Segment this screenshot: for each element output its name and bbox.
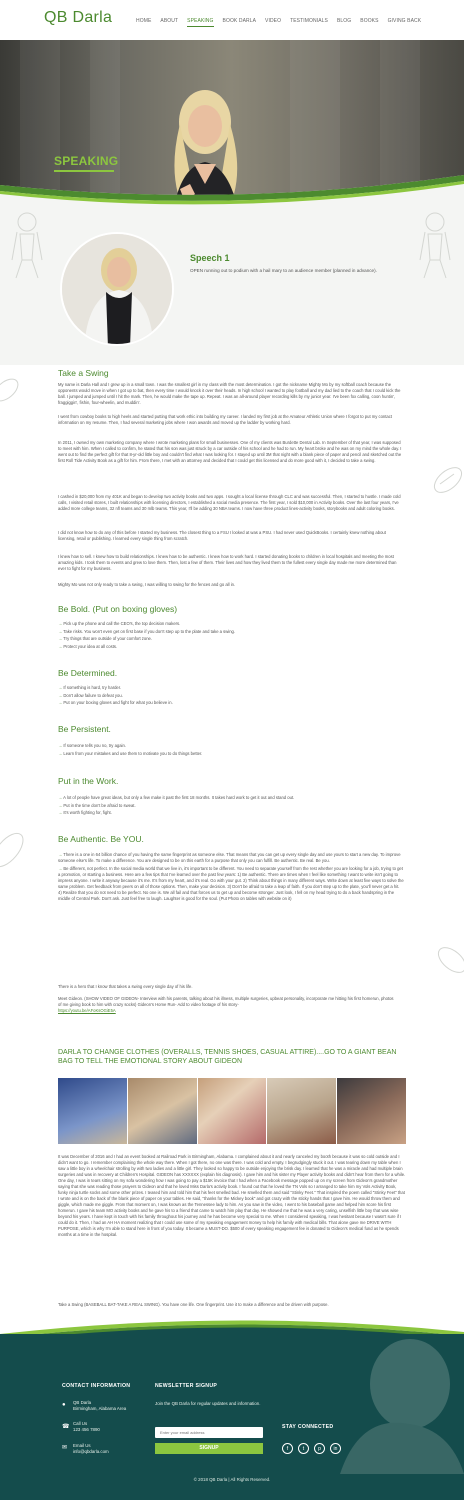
phone-number[interactable]: 123 456 7890 — [73, 1427, 100, 1432]
location-icon: ● — [62, 1402, 66, 1408]
be-authentic-closing: There is a hero that I know that takes a swing every single day of his life. — [58, 984, 193, 989]
list-item: → Protect your idea at all costs. — [58, 643, 404, 651]
gallery-photo-5[interactable] — [337, 1078, 406, 1144]
be-persistent-heading: Be Persistent. — [58, 724, 111, 734]
list-item: → If something is hard, try harder. — [58, 684, 404, 692]
nav-video[interactable]: VIDEO — [265, 18, 282, 24]
gideon-story: It was December of 2016 and I had an event booked at Railroad Park in Birmingham, Alabama. I complained about it and nearly canceled my booth because it was so cold outside and I didn't want to go. I remember complaining the whole way there. When I got there, no one was there. I was cold and empty. I begrudgingly stuck it out. I was tearing down my table when I saw a little boy in a wheelchair strolling by with two ladies and a little girl. They looked so happy to be outside enjoying the brisk day. I learned that he was a miracle and had multiple brain surgeries and was in recovery at Children's Hospital. GIDEON has XXXXXX (explain his diagnosis). I gave him and his sister my Player activity books and didn't hear from them for a while. One day, I was in tears sitting on my sofa wondering how I was going to pay a $15K invoice that I had when a Facebook message popped up on my screen from Gideon's grandmother saying that she was reading those prayers to Gideon and that he loved Miss Darla's activity book. I found out that he loved the TN Vols so I arranged to take him my Vols Activity Book, funky ninja turtle socks and some other prizes. I teased him and told him that his feet smelled bad. He smelled them and said "Stinky Feet." That inspired the poem called "Stinky Feet" that I wrote and is on the back of the blank piece of paper on your tables. He said, "thanks for the Mickey book" and got crazy with the sticky hands that I gave him. He would throw them and giggle, which made me giggle. From that moment on, I was known as the Tennessee lady to him. As you saw in the video, I went to his baseball game and helped him score his first homerun. I gave his team MO activity books and he gave his to a friend that came to watch him play that day. He showed me that he was a very caring, unselfish little boy that was wise beyond his years. I have kept in touch with his family throughout his journey and he has become very special to me. When I considered speaking, I was hesitant because I wasn't sure if I could do it. Then, I had an AH HA moment realizing that I could use some of my speaking engagement money to help his family with medical bills. That alone gave me DRIVE WITH PURPOSE, which is why I'm able to stand here in front of you today. It became a MUST-DO. $500 of every speaking engagement fee is donated to Gideon's medical fund as he spends months at a time in the hospital. — [58, 1154, 406, 1237]
football-doodle-right — [424, 460, 464, 500]
gideon-closing: Take a Swing (BASEBALL BAT-TAKE A REAL SWING). You have one life. One fingerprint. Use it to make a difference and be driven with purpose. — [58, 1302, 329, 1307]
speech-title: Speech 1 — [190, 253, 230, 263]
list-item: → There is a one in 64 billion chance of you having the same fingerprint as someone else. That means that you can get up every single day and use yours to start a new day. To improve someone else's life. To make a difference. You are designed to be on this earth for a purpose that only you can fulfill. Be authentic. Be real. Be you. — [58, 852, 404, 864]
gideon-video-link[interactable]: https://youtu.be/AFoKsOGiE5A — [58, 1008, 116, 1013]
speech-subtitle: OPEN running out to podium with a hail mary to an audience member (planned in advance). — [190, 268, 377, 273]
hero-title-underline — [54, 170, 114, 172]
be-determined-list — [58, 684, 404, 707]
be-persistent-list — [58, 742, 404, 757]
football-doodle-right-2 — [426, 940, 464, 980]
newsletter-text: Join the QB Darla for regular updates and information. — [155, 1401, 261, 1406]
put-in-work-heading: Put in the Work. — [58, 776, 119, 786]
speaker-avatar — [60, 232, 174, 346]
nav-blog[interactable]: BLOG — [336, 18, 352, 24]
nav-giving-back[interactable]: GIVING BACK — [387, 18, 422, 24]
list-item: → A lot of people have great ideas, but only a few make it past the first 18 months. It takes hard work to get it out and stand out. — [58, 794, 404, 802]
list-item: → Pick up the phone and call the CEO's, the top decision makers. — [58, 620, 404, 628]
list-item: → If someone tells you no, try again. — [58, 742, 404, 750]
take-swing-p7: Mighty Mo was not only ready to take a swing, I was willing to swing for the fences and go all in. — [58, 582, 236, 587]
be-bold-heading: Be Bold. (Put on boxing gloves) — [58, 604, 178, 614]
take-swing-heading: Take a Swing — [58, 368, 109, 378]
footer-background-photo — [300, 1334, 464, 1474]
gideon-heading: DARLA TO CHANGE CLOTHES (OVERALLS, TENNIS SHOES, CASUAL ATTIRE)....GO TO A GIANT BEAN BAG TO TELL THE EMOTIONAL STORY ABOUT GIDEON — [58, 1049, 397, 1065]
take-swing-p6: I knew how to sell. I knew how to build relationships. I knew how to be authentic. I knew how to work hard. I started donating books to children in local hospitals and meeting the most amazing kids. I took them to events and grew to love them. Then, lost a few of them. Their lives and how they lived them to the fullest every single day made me more determined than ever to fight for my business. — [58, 554, 397, 571]
hero-title: SPEAKING — [54, 154, 119, 168]
main-nav — [136, 18, 430, 27]
meet-gideon-text: Meet Gideon. (SHOW VIDEO OF GIDEON- Interview with his parents, talking about his illness, multiple surgeries, upbeat personality, incorporate me hitting his first homerun, photos of me giving book to him with crazy socks) Gideon's Home Run- Add to video footage of his story- — [58, 996, 394, 1007]
be-authentic-list — [58, 852, 404, 902]
photo-gallery — [58, 1078, 406, 1144]
nav-about[interactable]: ABOUT — [160, 18, 179, 24]
nav-book-darla[interactable]: BOOK DARLA — [222, 18, 257, 24]
be-determined-heading: Be Determined. — [58, 668, 118, 678]
newsletter-email-input[interactable] — [155, 1427, 263, 1438]
address-city: Birmingham, Alabama Area — [73, 1406, 127, 1411]
football-player-doodle — [2, 210, 52, 280]
site-header — [0, 0, 464, 40]
list-item: → It's worth fighting for, fight. — [58, 809, 404, 817]
newsletter-heading: NEWSLETTER SIGNUP — [155, 1383, 218, 1389]
nav-testimonials[interactable]: TESTIMONIALS — [290, 18, 328, 24]
phone-icon: ☎ — [62, 1424, 70, 1430]
take-swing-p3: In 2011, I owned my own marketing company where I wrote marketing plans for small businesses. One of my clients was Burdette Dental Lab. In September of that year, I was supposed to meet with him. When I called to confirm, he stated that his son was just struck by a car outside of his school and he had to run. My heart broke and he was on my mind the whole day. I went out to find the perfect gift for that 8-yr-old little boy and couldn't find what I was looking for. I stayed up until 3M that night with a blank piece of paper and pencil and sketched out the first Roll Tide Activity Book as a gift for him. From there, I met with an attorney and decided that I could get this licensed and do more good with it, I decided to take a swing. — [58, 440, 402, 463]
gallery-photo-3[interactable] — [198, 1078, 267, 1144]
list-item: → Don't allow failure to defeat you. — [58, 692, 404, 700]
call-label: Call Us — [73, 1421, 88, 1426]
nav-books[interactable]: BOOKS — [360, 18, 379, 24]
site-footer — [0, 1334, 464, 1500]
nav-home[interactable]: HOME — [136, 18, 152, 24]
put-in-work-list — [58, 794, 404, 817]
take-swing-p5: I did not know how to do any of this before I started my business. The closest thing to a FSU I looked at was a PSU. I had never used QuickBooks. I certainly knew nothing about licensing, retail or publishing. I learned every single thing from scratch. — [58, 530, 386, 541]
gallery-photo-2[interactable] — [128, 1078, 197, 1144]
email-address[interactable]: info@qbdarla.com — [73, 1449, 109, 1454]
signup-button[interactable]: SIGNUP — [155, 1443, 263, 1454]
copyright: © 2018 QB Darla | All Rights Reserved. — [193, 1477, 271, 1482]
take-swing-p1: My name is Darla Hall and I grew up in a small town. I was the smallest girl in my class with the most determination. I got the nickname Mighty Mo by my softball coach because the opponents would move in when I got up to bat, then every time I would knock it over their heads. In high school I wanted to play football and my dad lied to the coach that I could kick the ball. I jumped and jumped until I hit the mark. Then, he would make the tape up. Repeat. I was an all-around player recording kills by my junior year. I've been fox calling, coon huntin', fraggiggin', fishin, four-wheelin, and muddin'. — [58, 382, 401, 405]
list-item: → Be different, not perfect. In the social media world that we live in, it's important to be different. You need to separate yourself from the rest whether you are looking for a job, trying to get a promotion, or starting a business. Here are a few tips that I've learned over the past few years: 1) Be authentic. There are times when I feel like something I want to write isn't going to impress anyone. I write it anyway because it's me. It's from my heart, and it's real. Go with your gut. 2) Think about things in many different ways. Write down at least five ways to solve the same problem. Get feedback from peers on all of those options. Then, make your decision. 3) Don't be afraid to take a leap of faith. If you don't step up to the plate, you'll never get a hit. 4) Realize that you do not need to be perfect. No one is. We all fail and that forces us to get up and become stronger. Just look, I fell on my head trying to do a back handspring in the middle of Central Park. Don't ask. Just feel free to laugh. Laughter is good for the soul. (Put Photo on tables with website on it) — [58, 866, 404, 902]
football-doodle-left-2 — [0, 820, 30, 880]
list-item: → Put on your boxing gloves and fight for what you believe in. — [58, 699, 404, 707]
mail-icon: ✉ — [62, 1445, 68, 1451]
list-item: → Put in the time don't be afraid to sweat. — [58, 802, 404, 810]
list-item: → Try things that are outside of your comfort zone. — [58, 635, 404, 643]
take-swing-p4: I cashed in $20,000 from my 401K and began to develop two activity books and two apps. I sought a local license through CLC and was successful. Then, I started to hustle. I made cold calls, I visited retail stores, I built relationships with licensing directors, I established a social media presence. The first year, I sold $10,000 in Activity books. Over the last four years, I've added more college teams, 32 nfl teams and 30 mlb teams. This year, I'll be adding 30 NBA teams. I now have three product lines-activity books, storybooks and adult coloring books. — [58, 494, 401, 511]
nav-speaking[interactable]: SPEAKING — [187, 18, 213, 27]
linkedin-icon[interactable]: in — [330, 1443, 341, 1454]
be-bold-list — [58, 620, 404, 650]
email-label: Email Us — [73, 1443, 91, 1448]
twitter-icon[interactable]: t — [298, 1443, 309, 1454]
pinterest-icon[interactable]: p — [314, 1443, 325, 1454]
football-doodle-left — [0, 370, 22, 410]
take-swing-p2: I went from cowboy books to high heels and started putting that work ethic into building my career. I landed my first job at the Amateur Athletic Union where I forgot to put my contact information on my resume. Then, I had several marketing jobs where I won awards and moved up the ladder by working hard. — [58, 414, 393, 425]
stay-connected-heading: STAY CONNECTED — [282, 1424, 334, 1430]
be-authentic-heading: Be Authentic. Be YOU. — [58, 834, 144, 844]
list-item: → Learn from your mistakes and use them to motivate you to do things better. — [58, 750, 404, 758]
list-item: → Take risks. You won't even get on first base if you don't step up to the plate and take a swing. — [58, 628, 404, 636]
gallery-photo-4[interactable] — [267, 1078, 336, 1144]
gallery-photo-1[interactable] — [58, 1078, 127, 1144]
address-name: QB Darla — [73, 1400, 92, 1405]
site-logo[interactable]: QB Darla — [44, 9, 113, 26]
contact-heading: CONTACT INFORMATION — [62, 1383, 131, 1389]
facebook-icon[interactable]: f — [282, 1443, 293, 1454]
